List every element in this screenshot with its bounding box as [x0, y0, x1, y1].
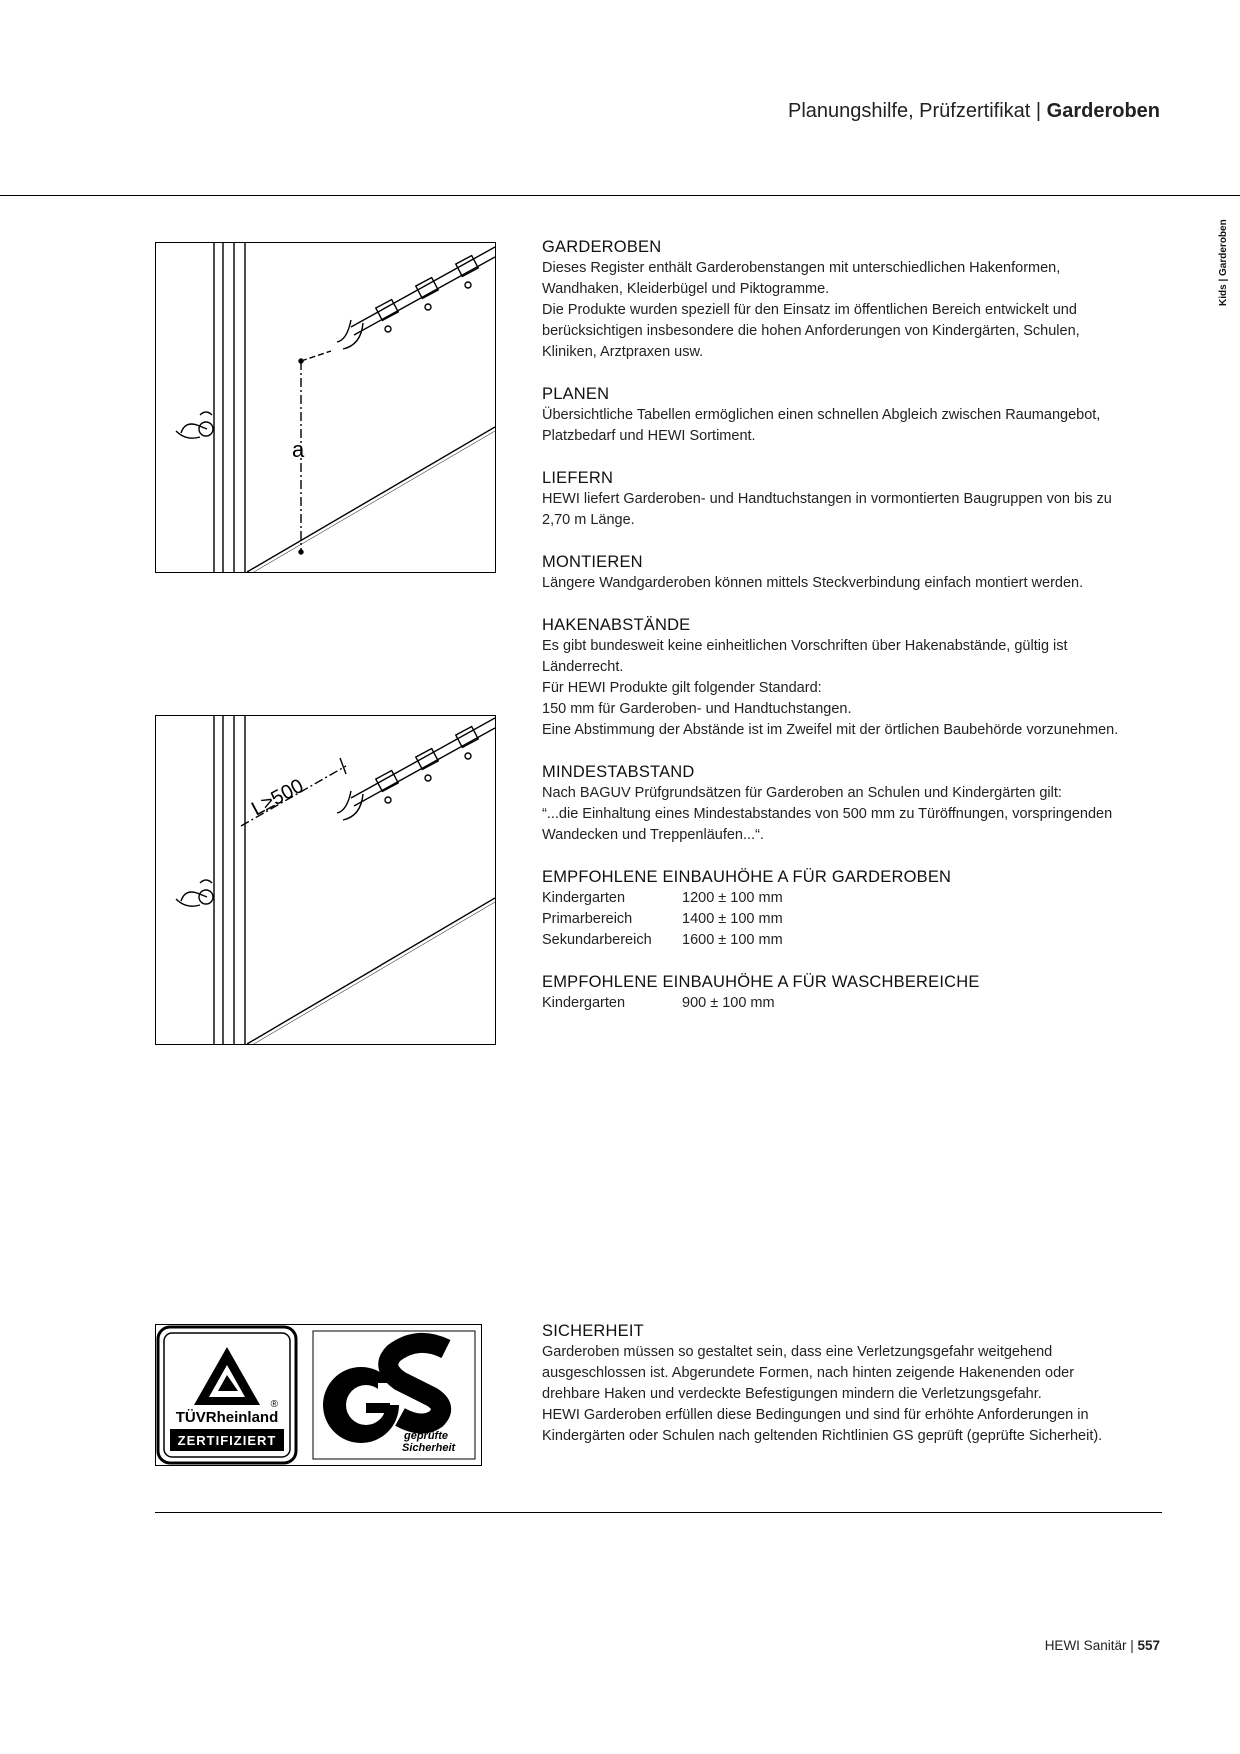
footer-rule — [155, 1512, 1162, 1513]
table-row — [542, 993, 1122, 1014]
certificate-svg — [156, 1325, 481, 1465]
page-number: 557 — [1137, 1638, 1160, 1653]
page-title-bold: Garderoben — [1046, 100, 1160, 122]
section-mindestabstand — [542, 763, 1122, 846]
minimum-distance-drawing — [155, 715, 496, 1045]
section-paragraph: 150 mm für Garderoben- und Handtuchstangen. — [542, 701, 852, 717]
section-paragraph: Für HEWI Produkte gilt folgender Standard: — [542, 680, 822, 696]
section-heading: LIEFERN — [542, 469, 614, 487]
side-tab-label: Kids | Garderoben — [1218, 219, 1229, 306]
table-row — [542, 930, 1122, 951]
footer-brand: HEWI Sanitär | — [1044, 1638, 1138, 1653]
tuv-registered-mark: ® — [270, 1399, 278, 1410]
header-rule — [0, 195, 1240, 196]
row-value: 1600 ± 100 mm — [682, 932, 783, 948]
gs-text-line1: geprüfte — [404, 1430, 448, 1442]
row-value: 1400 ± 100 mm — [682, 911, 783, 927]
row-label: Primarbereich — [542, 911, 633, 927]
page-title-prefix: Planungshilfe, Prüfzertifikat | — [787, 100, 1047, 122]
row-label: Kindergarten — [542, 890, 626, 906]
page-title — [788, 100, 1160, 123]
section-paragraph: HEWI liefert Garderoben- und Handtuchstangen in vormontierten Baugruppen von bis zu 2,70 m Länge. — [542, 491, 1112, 528]
section-garderoben — [542, 238, 1122, 363]
section-hakenabstaende — [542, 616, 1122, 741]
section-height-wasch — [542, 973, 1122, 1014]
section-paragraph: “...die Einhaltung eines Mindestabstandes von 500 mm zu Türöffnungen, vorspringenden Wandecken und Treppenläufen...“. — [542, 806, 1113, 843]
section-height-garderoben — [542, 868, 1122, 951]
row-value: 900 ± 100 mm — [682, 995, 775, 1011]
section-planen — [542, 385, 1122, 447]
section-heading: MONTIEREN — [542, 553, 643, 571]
dimension-label-l500: L≥500 — [248, 774, 308, 821]
height-diagram-svg — [156, 243, 495, 572]
section-heading: PLANEN — [542, 385, 610, 403]
content-column — [542, 238, 1122, 1036]
height-table — [542, 888, 1122, 951]
installation-height-drawing — [155, 242, 496, 573]
height-table — [542, 993, 1122, 1014]
section-paragraph: Längere Wandgarderoben können mittels Steckverbindung einfach montiert werden. — [542, 575, 1084, 591]
certificate-logos — [155, 1324, 482, 1466]
row-label: Kindergarten — [542, 995, 626, 1011]
section-sicherheit — [542, 1322, 1122, 1447]
section-paragraph: Dieses Register enthält Garderobenstangen mit unterschiedlichen Hakenformen, Wandhaken, Kleiderbügel und Piktogramme. — [542, 260, 1061, 297]
section-paragraph: Nach BAGUV Prüfgrundsätzen für Garderoben an Schulen und Kindergärten gilt: — [542, 785, 1062, 801]
section-paragraph: Garderoben müssen so gestaltet sein, dass eine Verletzungsgefahr weitgehend ausgeschlossen ist. Abgerundete Formen, nach hinten zeigende Hakenenden oder drehbare Haken und verdeckte Befestigungen mindern die Verletzungsgefahr. — [542, 1344, 1075, 1402]
page-footer — [1045, 1638, 1160, 1653]
table-row — [542, 909, 1122, 930]
dimension-label-a: a — [292, 437, 305, 462]
section-heading: EMPFOHLENE EINBAUHÖHE A FÜR WASCHBEREICHE — [542, 973, 980, 991]
section-liefern — [542, 469, 1122, 531]
distance-diagram-svg — [156, 716, 495, 1044]
tuv-name: TÜVRheinland — [175, 1409, 279, 1426]
section-paragraph: Übersichtliche Tabellen ermöglichen einen schnellen Abgleich zwischen Raumangebot, Platzbedarf und HEWI Sortiment. — [542, 407, 1101, 444]
section-heading: SICHERHEIT — [542, 1322, 644, 1340]
section-paragraph: Eine Abstimmung der Abstände ist im Zweifel mit der örtlichen Baubehörde vorzunehmen. — [542, 722, 1119, 738]
row-label: Sekundarbereich — [542, 932, 652, 948]
section-heading: MINDESTABSTAND — [542, 763, 695, 781]
section-paragraph: Die Produkte wurden speziell für den Einsatz im öffentlichen Bereich entwickelt und berücksichtigen insbesondere die hohen Anforderungen von Kindergärten, Schulen, Kliniken, Arztpraxen usw. — [542, 302, 1080, 360]
section-paragraph: HEWI Garderoben erfüllen diese Bedingungen und sind für erhöhte Anforderungen in Kindergärten oder Schulen nach geltenden Richtlinien GS geprüft (geprüfte Sicherheit). — [542, 1407, 1103, 1444]
tuv-badge-label: ZERTIFIZIERT — [177, 1433, 277, 1448]
row-value: 1200 ± 100 mm — [682, 890, 783, 906]
section-heading: EMPFOHLENE EINBAUHÖHE A FÜR GARDEROBEN — [542, 868, 952, 886]
gs-text-line2: Sicherheit — [402, 1442, 456, 1454]
section-heading: HAKENABSTÄNDE — [542, 616, 691, 634]
table-row — [542, 888, 1122, 909]
section-montieren — [542, 553, 1122, 594]
section-heading: GARDEROBEN — [542, 238, 662, 256]
section-paragraph: Es gibt bundesweit keine einheitlichen Vorschriften über Hakenabstände, gültig ist Länderrecht. — [542, 638, 1068, 675]
